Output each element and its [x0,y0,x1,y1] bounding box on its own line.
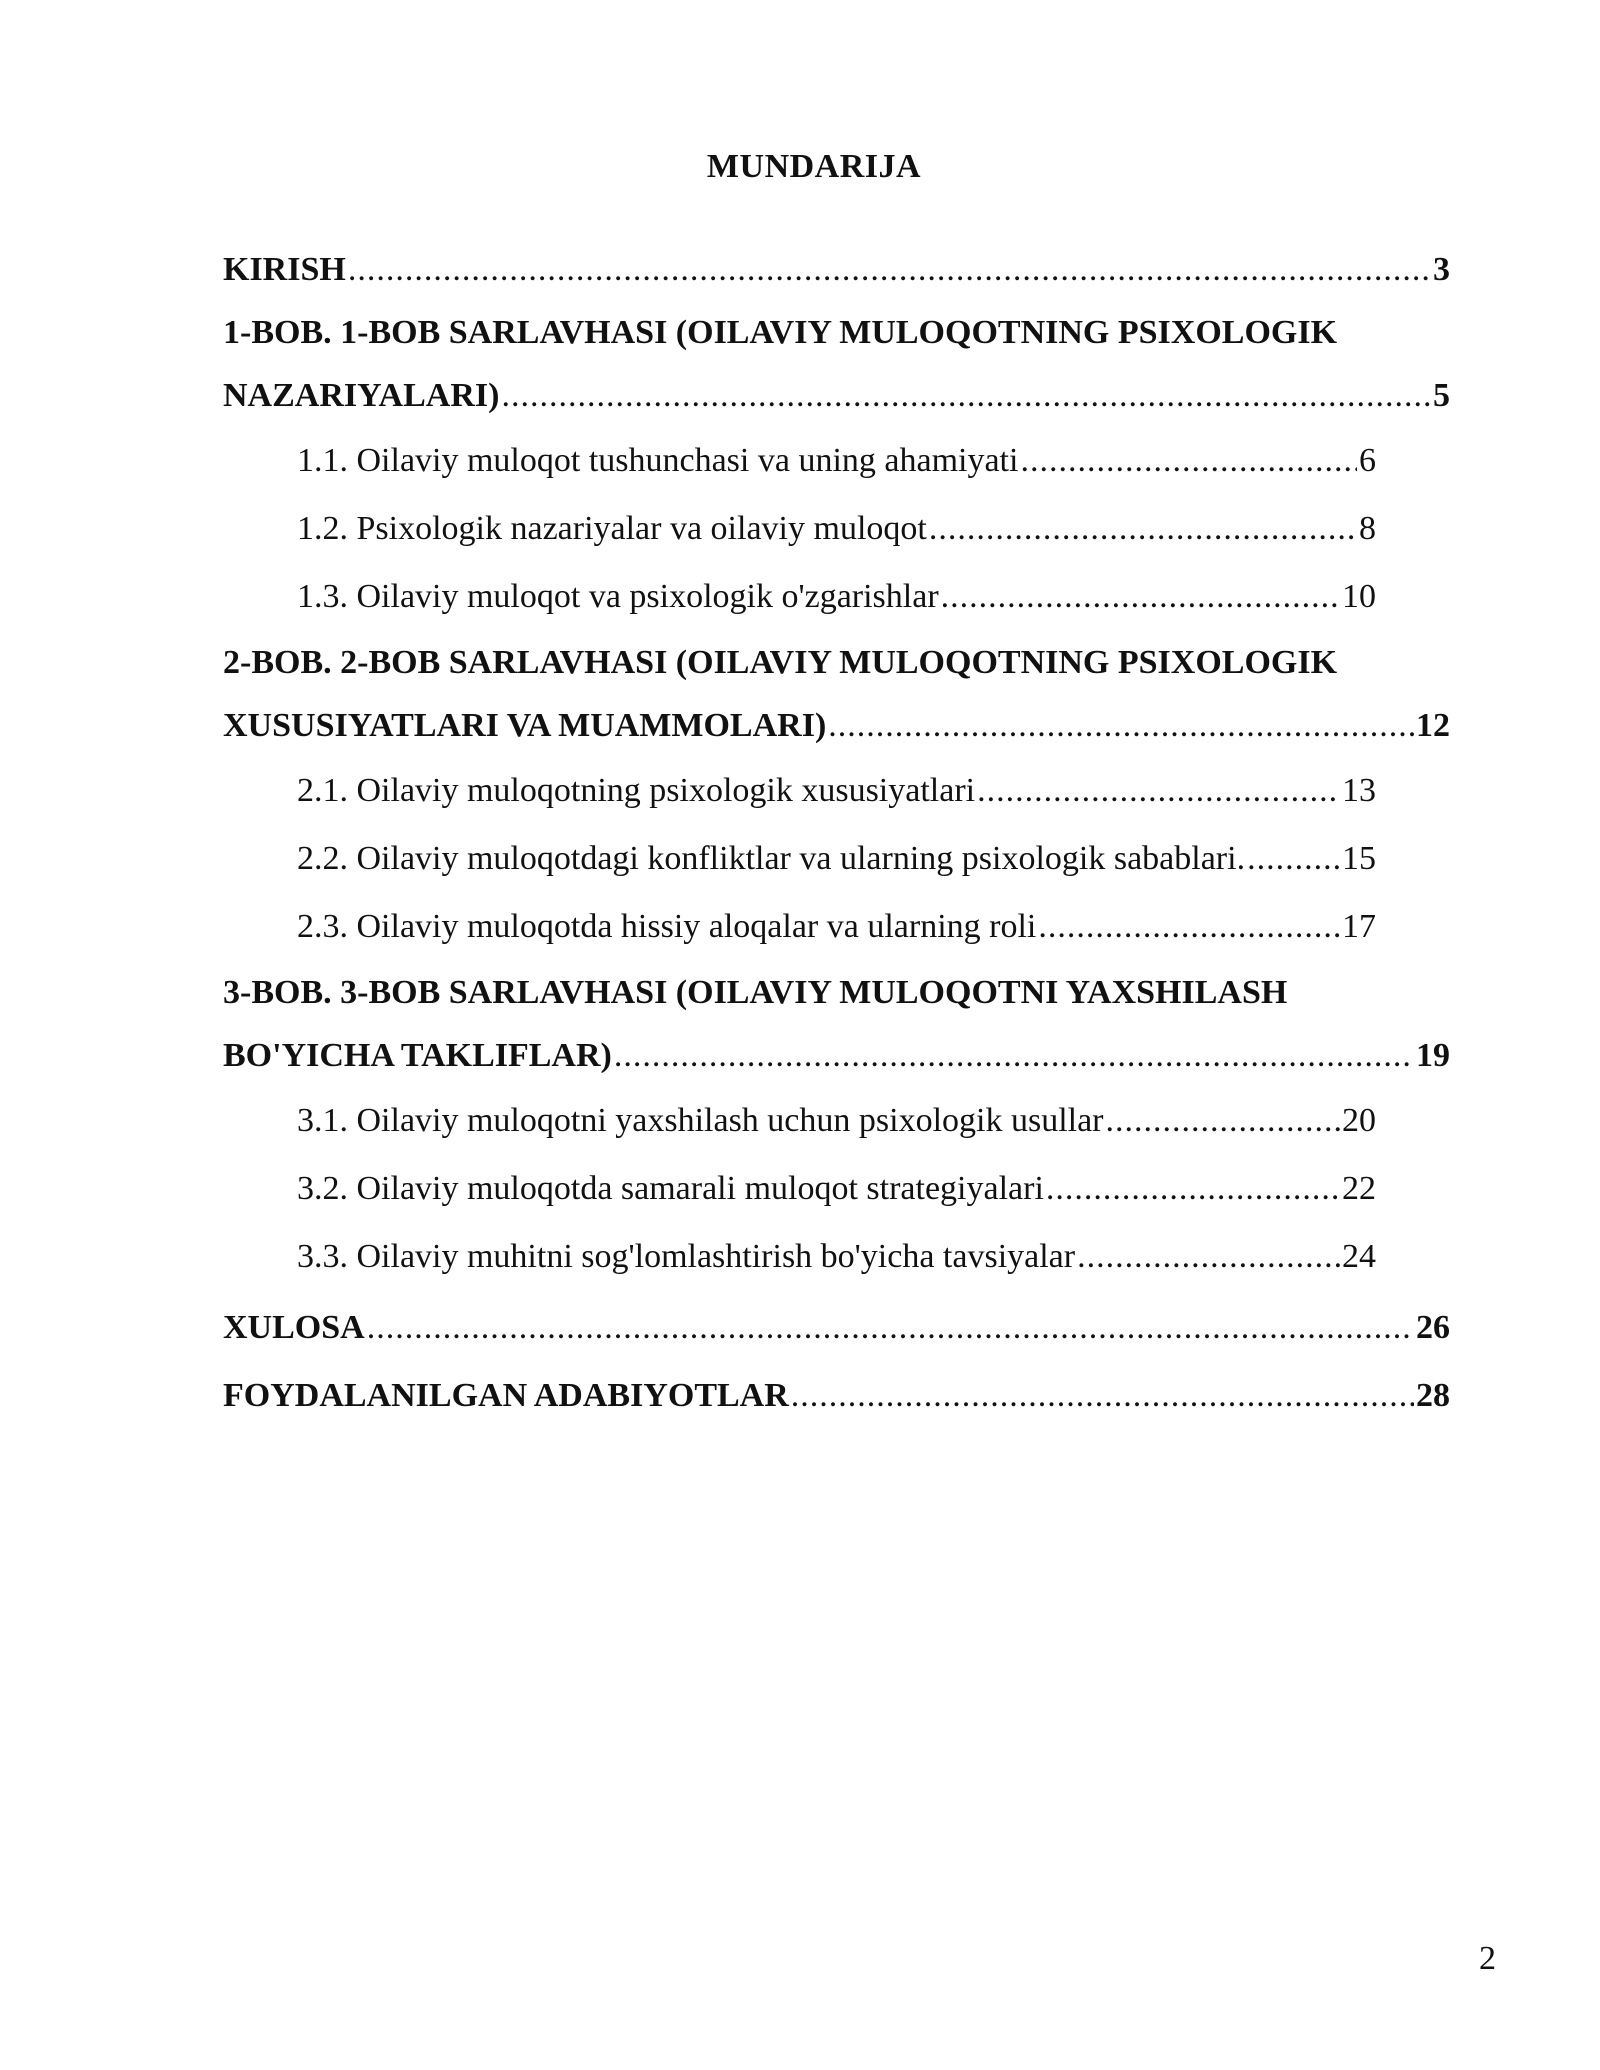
toc-entry-kirish[interactable] [223,238,1450,301]
toc-entry-page: 13 [1342,772,1376,809]
toc-entry-adabiyotlar[interactable] [223,1364,1450,1427]
toc-entry-xulosa[interactable] [223,1296,1450,1359]
toc-entry-title: 2.2. Oilaviy muloqotdagi konfliktlar va ularning psixologik sabablari. [297,840,1246,877]
dot-leader [1038,893,1340,961]
dot-leader [367,1296,1414,1359]
toc-entry-page: 3 [1433,251,1450,288]
toc-entry-title: XULOSA [223,1309,365,1346]
dot-leader [348,238,1431,301]
toc-entry-page: 19 [1416,1037,1450,1074]
dot-leader [828,694,1414,757]
toc-title [0,148,1600,186]
toc-entry-page: 28 [1416,1377,1450,1414]
dot-leader [1247,825,1340,893]
toc-entry-section-3-2[interactable] [297,1155,1376,1223]
toc-entry-title: FOYDALANILGAN ADABIYOTLAR [223,1377,789,1414]
toc-entry-page: 8 [1359,510,1376,547]
dot-leader [501,364,1431,427]
toc-entry-page: 24 [1342,1238,1376,1275]
toc-entry-section-2-2[interactable] [297,825,1376,893]
toc-entry-page: 5 [1433,377,1450,414]
dot-leader [1046,1155,1340,1223]
toc-entry-title-line: 2-BOB. 2-BOB SARLAVHASI (OILAVIY MULOQOTNING PSIXOLOGIK [223,644,1338,681]
toc-entry-title: 2.3. Oilaviy muloqotda hissiy aloqalar va ularning roli [297,908,1037,945]
toc-entry-page: 26 [1416,1309,1450,1346]
toc-entry-page: 17 [1342,908,1376,945]
toc-entry-title: 1.2. Psixologik nazariyalar va oilaviy muloqot [297,510,927,547]
toc-entry-title-continued: NAZARIYALARI) [223,377,500,414]
table-of-contents [223,238,1450,1427]
dot-leader [1106,1087,1340,1155]
toc-entry-section-3-3[interactable] [297,1223,1376,1291]
toc-entry-chapter-3[interactable] [223,961,1450,1087]
dot-leader [791,1364,1414,1427]
toc-entry-title: KIRISH [223,251,346,288]
page-number: 2 [1479,1940,1496,1977]
toc-entry-title-line: 3-BOB. 3-BOB SARLAVHASI (OILAVIY MULOQOTNI YAXSHILASH [223,974,1288,1011]
toc-entry-title: 3.2. Oilaviy muloqotda samarali muloqot strategiyalari [297,1170,1044,1207]
toc-entry-page: 12 [1416,707,1450,744]
toc-entry-title-continued: BO'YICHA TAKLIFLAR) [223,1037,612,1074]
toc-entry-page: 20 [1342,1102,1376,1139]
toc-entry-title: 2.1. Oilaviy muloqotning psixologik xususiyatlari [297,772,976,809]
dot-leader [977,757,1340,825]
toc-entry-page: 6 [1359,442,1376,479]
dot-leader [941,563,1340,631]
toc-entry-chapter-1[interactable] [223,301,1450,427]
toc-entry-section-2-3[interactable] [297,893,1376,961]
toc-entry-title-line: 1-BOB. 1-BOB SARLAVHASI (OILAVIY MULOQOTNING PSIXOLOGIK [223,314,1338,351]
toc-entry-page: 15 [1342,840,1376,877]
toc-entry-title: 3.1. Oilaviy muloqotni yaxshilash uchun psixologik usullar [297,1102,1104,1139]
dot-leader [1020,427,1357,495]
toc-entry-section-1-2[interactable] [297,495,1376,563]
dot-leader [1077,1223,1340,1291]
toc-entry-section-1-1[interactable] [297,427,1376,495]
toc-entry-title: 3.3. Oilaviy muhitni sog'lomlashtirish bo'yicha tavsiyalar [297,1238,1076,1275]
toc-entry-page: 22 [1342,1170,1376,1207]
toc-title-text: MUNDARIJA [706,148,922,185]
toc-entry-title: 1.3. Oilaviy muloqot va psixologik o'zgarishlar [297,578,939,615]
dot-leader [614,1024,1414,1087]
toc-entry-section-3-1[interactable] [297,1087,1376,1155]
toc-entry-section-2-1[interactable] [297,757,1376,825]
toc-entry-page: 10 [1342,578,1376,615]
toc-entry-section-1-3[interactable] [297,563,1376,631]
toc-entry-title-continued: XUSUSIYATLARI VA MUAMMOLARI) [223,707,827,744]
dot-leader [929,495,1357,563]
toc-entry-chapter-2[interactable] [223,631,1450,757]
toc-entry-title: 1.1. Oilaviy muloqot tushunchasi va uning ahamiyati [297,442,1019,479]
